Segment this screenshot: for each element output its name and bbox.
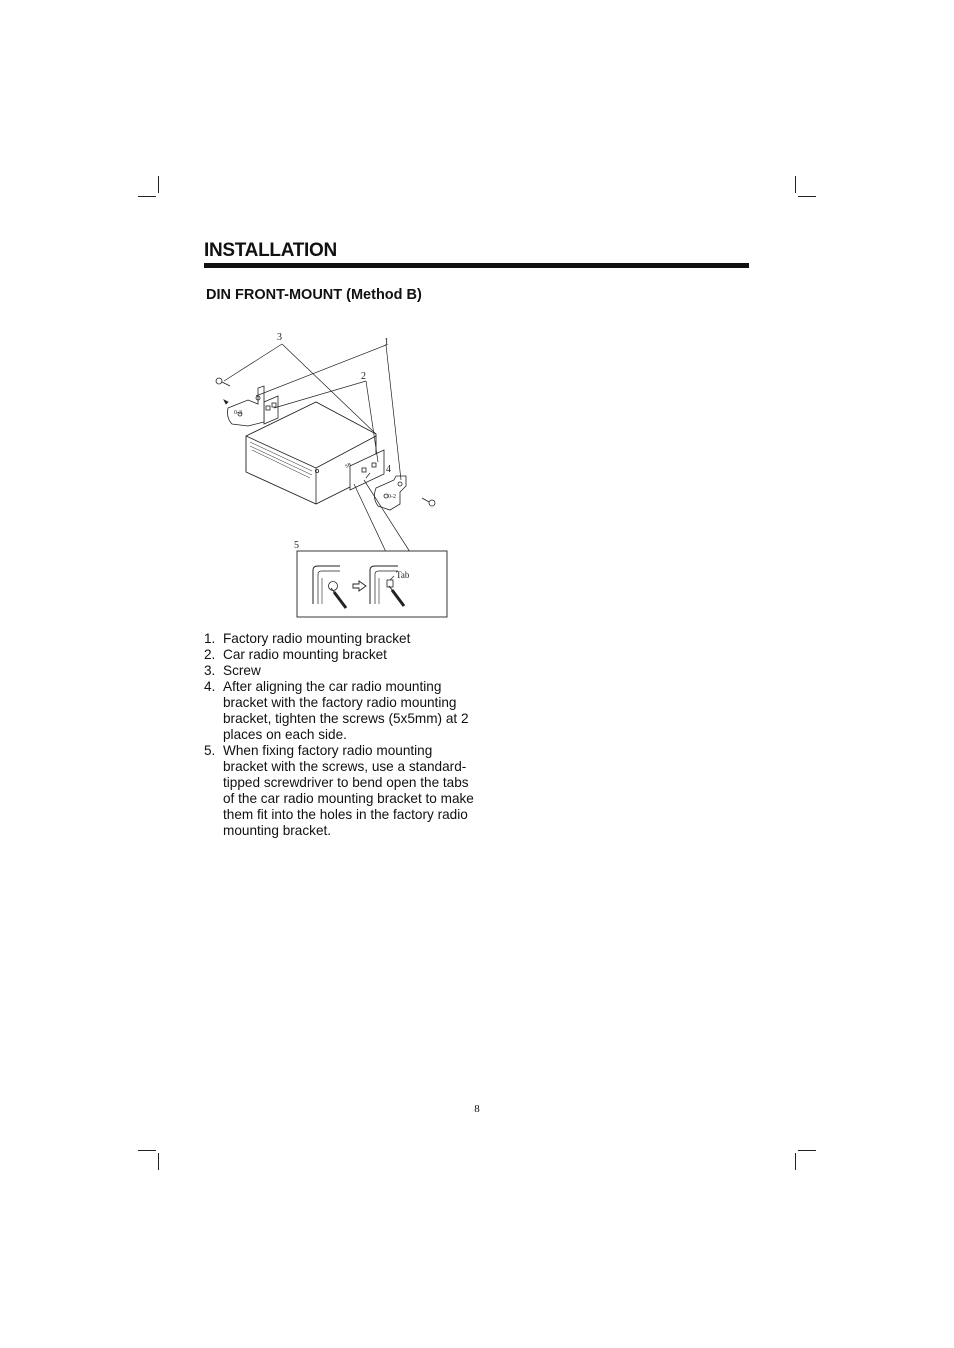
svg-text:0-2: 0-2	[388, 494, 396, 500]
crop-mark-top-right-v	[795, 176, 796, 193]
list-item	[204, 663, 479, 679]
svg-text:SB: SB	[344, 462, 353, 470]
left-factory-bracket	[228, 386, 265, 426]
crop-mark-bottom-left-h	[138, 1150, 156, 1151]
page-number: 8	[474, 1103, 480, 1115]
crop-mark-top-left-v	[158, 176, 159, 193]
section-title: INSTALLATION	[204, 240, 337, 261]
step-text: When fixing factory radio mounting bracket with the screws, use a standard-tipped screwdriver to bend open the tabs of the car radio mounting bracket to make them fit into the holes in the factory radio mounting bracket.	[223, 743, 474, 838]
step-text: Factory radio mounting bracket	[223, 631, 411, 646]
step-number: 1.	[204, 631, 216, 646]
callout-2: 2	[361, 371, 366, 382]
steps-list	[204, 631, 479, 839]
step-number: 5.	[204, 743, 216, 758]
callout-5: 5	[294, 540, 299, 551]
list-item	[204, 743, 479, 839]
step-number: 3.	[204, 663, 216, 678]
crop-mark-bottom-left-v	[158, 1153, 159, 1170]
crop-mark-top-right-h	[798, 196, 816, 197]
right-screw	[422, 498, 435, 506]
step-number: 4.	[204, 679, 216, 694]
tab-detail-inset	[297, 551, 447, 617]
title-rule	[204, 263, 749, 268]
crop-mark-bottom-right-h	[798, 1150, 816, 1151]
callout-3: 3	[277, 332, 282, 343]
left-car-radio-bracket	[264, 396, 278, 424]
left-screw	[216, 378, 230, 404]
list-item	[204, 647, 479, 663]
list-item	[204, 679, 479, 743]
callout-1: 1	[384, 337, 389, 348]
installation-diagram	[200, 326, 455, 622]
callout-4: 4	[386, 464, 391, 475]
list-item	[204, 631, 479, 647]
crop-mark-top-left-h	[138, 196, 156, 197]
tab-label: Tab	[396, 570, 410, 580]
step-number: 2.	[204, 647, 216, 662]
step-text: Screw	[223, 663, 261, 678]
right-factory-bracket	[374, 476, 406, 510]
step-text: After aligning the car radio mounting bracket with the factory radio mounting bracket, tighten the screws (5x5mm) at 2 places on each side.	[223, 679, 469, 742]
crop-mark-bottom-right-v	[795, 1153, 796, 1170]
step-text: Car radio mounting bracket	[223, 647, 387, 662]
svg-text:0-2: 0-2	[234, 410, 242, 416]
subtitle: DIN FRONT-MOUNT (Method B)	[206, 287, 422, 303]
